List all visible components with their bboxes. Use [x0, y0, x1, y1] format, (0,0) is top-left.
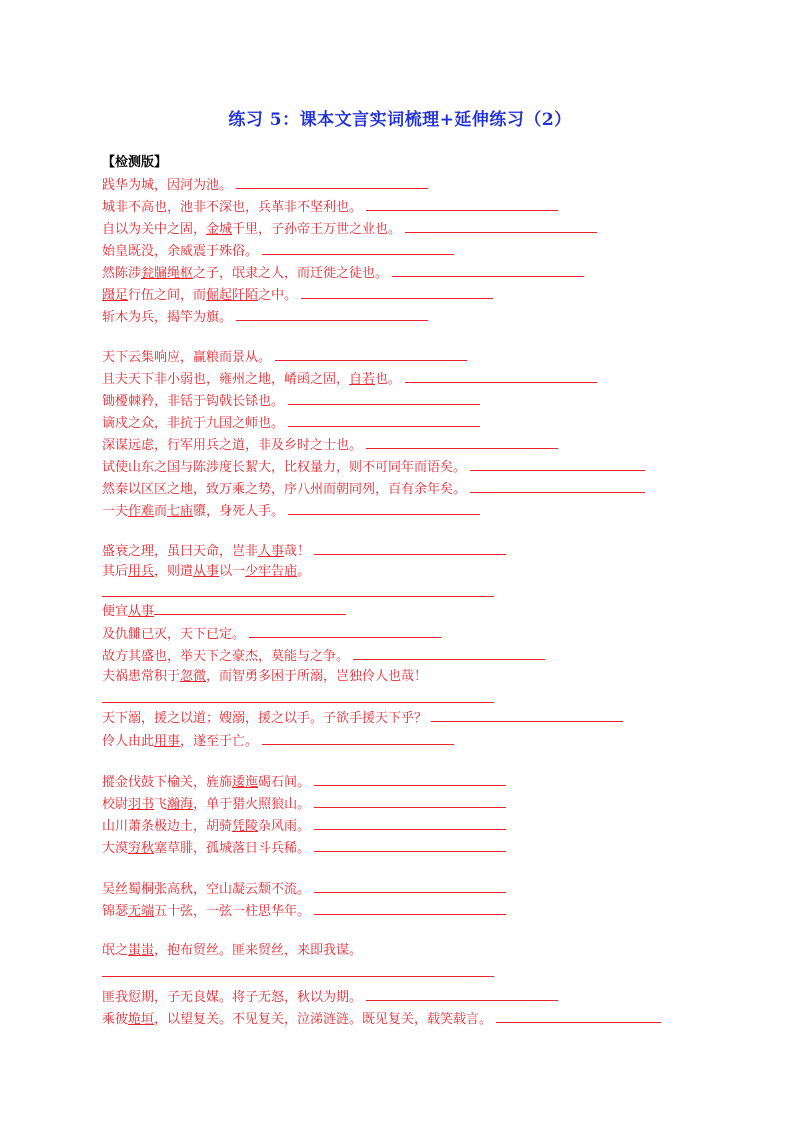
exercise-line: [102, 457, 645, 477]
answer-blank[interactable]: [249, 624, 441, 638]
underlined-word: 蚩蚩: [128, 943, 155, 958]
line-text: 斩木为兵，揭竿为旗。: [102, 310, 233, 325]
answer-blank[interactable]: [288, 391, 480, 405]
answer-blank[interactable]: [275, 347, 467, 361]
exercise-line: [102, 479, 645, 499]
line-text: 塞草腓，孤城落日斗兵稀。: [154, 841, 311, 856]
answer-blank[interactable]: [496, 1009, 661, 1023]
answer-blank[interactable]: [392, 263, 584, 277]
line-text: 自以为关中之固，: [102, 222, 207, 237]
page-title: 练习 5：课本文言实词梳理+延伸练习（2）: [228, 110, 572, 130]
underlined-word: 从事: [128, 604, 155, 619]
underlined-word: 瓮牖绳枢: [141, 266, 194, 281]
exercise-line: [102, 263, 584, 283]
answer-blank[interactable]: [314, 794, 506, 808]
exercise-line: [102, 307, 428, 327]
line-text: 便宜: [102, 604, 129, 619]
line-text: 其后: [102, 564, 129, 579]
underlined-word: 瀚海: [167, 797, 194, 812]
underlined-word: 用事: [154, 734, 181, 749]
exercise-line: [102, 601, 346, 621]
line-text: 吴丝蜀桐张高秋，空山凝云颓不流。: [102, 882, 311, 897]
answer-blank[interactable]: [366, 987, 558, 1001]
line-text: 城非不高也，池非不深也，兵革非不坚利也。: [102, 200, 363, 215]
line-text: 天下云集响应，赢粮而景从。: [102, 350, 272, 365]
exercise-line: [102, 942, 362, 962]
exercise-line: [102, 541, 506, 561]
line-text: 隳，身死人手。: [193, 504, 285, 519]
line-text: 之中。: [258, 288, 298, 303]
answer-blank[interactable]: [102, 702, 494, 703]
answer-blank[interactable]: [366, 435, 558, 449]
line-text: ，抱布贸丝。匪来贸丝，来即我谋。: [154, 943, 363, 958]
answer-blank[interactable]: [470, 479, 645, 493]
underlined-word: 凭陵: [232, 819, 259, 834]
exercise-line: [102, 879, 506, 899]
line-text: 山川萧条极边土，胡骑: [102, 819, 233, 834]
answer-blank[interactable]: [405, 219, 597, 233]
line-text: 始皇既没，余威震于殊俗。: [102, 244, 259, 259]
exercise-line: [102, 646, 545, 666]
exercise-line: [102, 1009, 661, 1029]
exercise-line: [102, 413, 480, 433]
line-text: 碣石间。: [258, 775, 311, 790]
line-text: 锦瑟: [102, 904, 129, 919]
line-text: 校尉: [102, 797, 129, 812]
underlined-word: 穷秋: [128, 841, 155, 856]
answer-blank[interactable]: [405, 369, 597, 383]
exercise-line: [102, 794, 506, 814]
answer-blank[interactable]: [353, 646, 545, 660]
answer-blank[interactable]: [314, 816, 506, 830]
exercise-line: [102, 987, 558, 1007]
line-text: ，单于猎火照狼山。: [193, 797, 311, 812]
exercise-line: [102, 219, 597, 239]
line-text: 五十弦，一弦一柱思华年。: [154, 904, 311, 919]
line-text: 氓之: [102, 943, 129, 958]
exercise-line: [102, 563, 310, 583]
line-text: 行伍之间，而: [128, 288, 207, 303]
section-label: 【检测版】: [102, 155, 168, 170]
answer-blank[interactable]: [301, 285, 493, 299]
line-text: 深谋远虑，行军用兵之道，非及乡时之士也。: [102, 438, 363, 453]
underlined-word: 无端: [128, 904, 155, 919]
line-text: 故方其盛也，举天下之豪杰，莫能与之争。: [102, 649, 350, 664]
answer-blank[interactable]: [314, 879, 506, 893]
answer-blank[interactable]: [102, 976, 494, 977]
exercise-line: [102, 708, 623, 728]
exercise-line: [102, 285, 493, 305]
underlined-word: 作难: [128, 504, 155, 519]
exercise-line: [102, 772, 506, 792]
exercise-line: [102, 175, 428, 195]
line-text: 也。: [375, 372, 402, 387]
line-text: 然陈涉: [102, 266, 142, 281]
line-text: 之子，氓隶之人，而迁徙之徒也。: [193, 266, 389, 281]
line-text: 然秦以区区之地，致万乘之势，序八州而朝同列，百有余年矣。: [102, 482, 467, 497]
exercise-line: [102, 435, 558, 455]
underlined-word: 少牢告庙: [245, 564, 298, 579]
underlined-word: 垝垣: [128, 1012, 155, 1027]
underlined-word: 用兵: [128, 564, 155, 579]
answer-blank[interactable]: [314, 541, 506, 555]
line-text: ，以望复关。不见复关，泣涕涟涟。既见复关，载笑载言。: [154, 1012, 493, 1027]
underlined-word: 金城: [206, 222, 233, 237]
exercise-line: [102, 668, 427, 688]
line-text: ，则遣: [154, 564, 194, 579]
line-text: 夫祸患常积于: [102, 669, 181, 684]
line-text: ，而智勇多困于所溺，岂独伶人也哉！: [206, 669, 428, 684]
line-text: 飞: [154, 797, 168, 812]
exercise-line: [102, 197, 558, 217]
line-text: 谪戍之众，非抗于九国之师也。: [102, 416, 285, 431]
line-text: 哉！: [284, 544, 311, 559]
answer-blank[interactable]: [102, 596, 494, 597]
line-text: 杂风雨。: [258, 819, 311, 834]
line-text: 千里，子孙帝王万世之业也。: [232, 222, 402, 237]
answer-blank[interactable]: [154, 601, 346, 615]
answer-blank[interactable]: [314, 901, 506, 915]
exercise-line: [102, 501, 480, 521]
line-text: 锄櫌棘矜，非铦于钩戟长铩也。: [102, 394, 285, 409]
exercise-line: [102, 241, 454, 261]
underlined-word: 七庙: [167, 504, 194, 519]
line-text: ，遂至于亡。: [180, 734, 259, 749]
underlined-word: 倔起阡陌: [206, 288, 259, 303]
line-text: 摐金伐鼓下榆关，旌旆: [102, 775, 233, 790]
answer-blank[interactable]: [236, 175, 428, 189]
line-text: 伶人由此: [102, 734, 155, 749]
line-text: 大漠: [102, 841, 129, 856]
line-text: 匪我愆期，子无良媒。将子无怒，秋以为期。: [102, 990, 363, 1005]
answer-blank[interactable]: [314, 772, 506, 786]
exercise-line: [102, 838, 506, 858]
exercise-line: [102, 816, 506, 836]
exercise-line: [102, 901, 506, 921]
underlined-word: 从事: [193, 564, 220, 579]
answer-blank[interactable]: [236, 307, 428, 321]
underlined-word: 蹑足: [102, 288, 129, 303]
line-text: 及仇雠已灭，天下已定。: [102, 627, 246, 642]
line-text: 一夫: [102, 504, 129, 519]
exercise-line: [102, 347, 467, 367]
line-text: 试使山东之国与陈涉度长絜大，比权量力，则不可同年而语矣。: [102, 460, 467, 475]
line-text: 。: [297, 564, 311, 579]
exercise-line: [102, 624, 441, 644]
line-text: 践华为城，因河为池。: [102, 178, 233, 193]
answer-blank[interactable]: [470, 457, 645, 471]
underlined-word: 自若: [349, 372, 376, 387]
answer-blank[interactable]: [314, 838, 506, 852]
line-text: 而: [154, 504, 168, 519]
answer-blank[interactable]: [288, 413, 480, 427]
exercise-line: [102, 391, 480, 411]
underlined-word: 忽微: [180, 669, 207, 684]
line-text: 天下溺，援之以道；嫂溺，援之以手。子欲手援天下乎？: [102, 711, 428, 726]
line-text: 以一: [219, 564, 246, 579]
answer-blank[interactable]: [262, 731, 454, 745]
line-text: 盛衰之理，虽曰天命，岂非: [102, 544, 259, 559]
answer-blank[interactable]: [431, 708, 623, 722]
line-text: 乘彼: [102, 1012, 129, 1027]
answer-blank[interactable]: [288, 501, 480, 515]
underlined-word: 羽书: [128, 797, 155, 812]
answer-blank[interactable]: [262, 241, 454, 255]
exercise-line: [102, 369, 597, 389]
exercise-line: [102, 731, 454, 751]
line-text: 且夫天下非小弱也，雍州之地，崤函之固，: [102, 372, 350, 387]
answer-blank[interactable]: [366, 197, 558, 211]
underlined-word: 逶迤: [232, 775, 259, 790]
underlined-word: 人事: [258, 544, 285, 559]
